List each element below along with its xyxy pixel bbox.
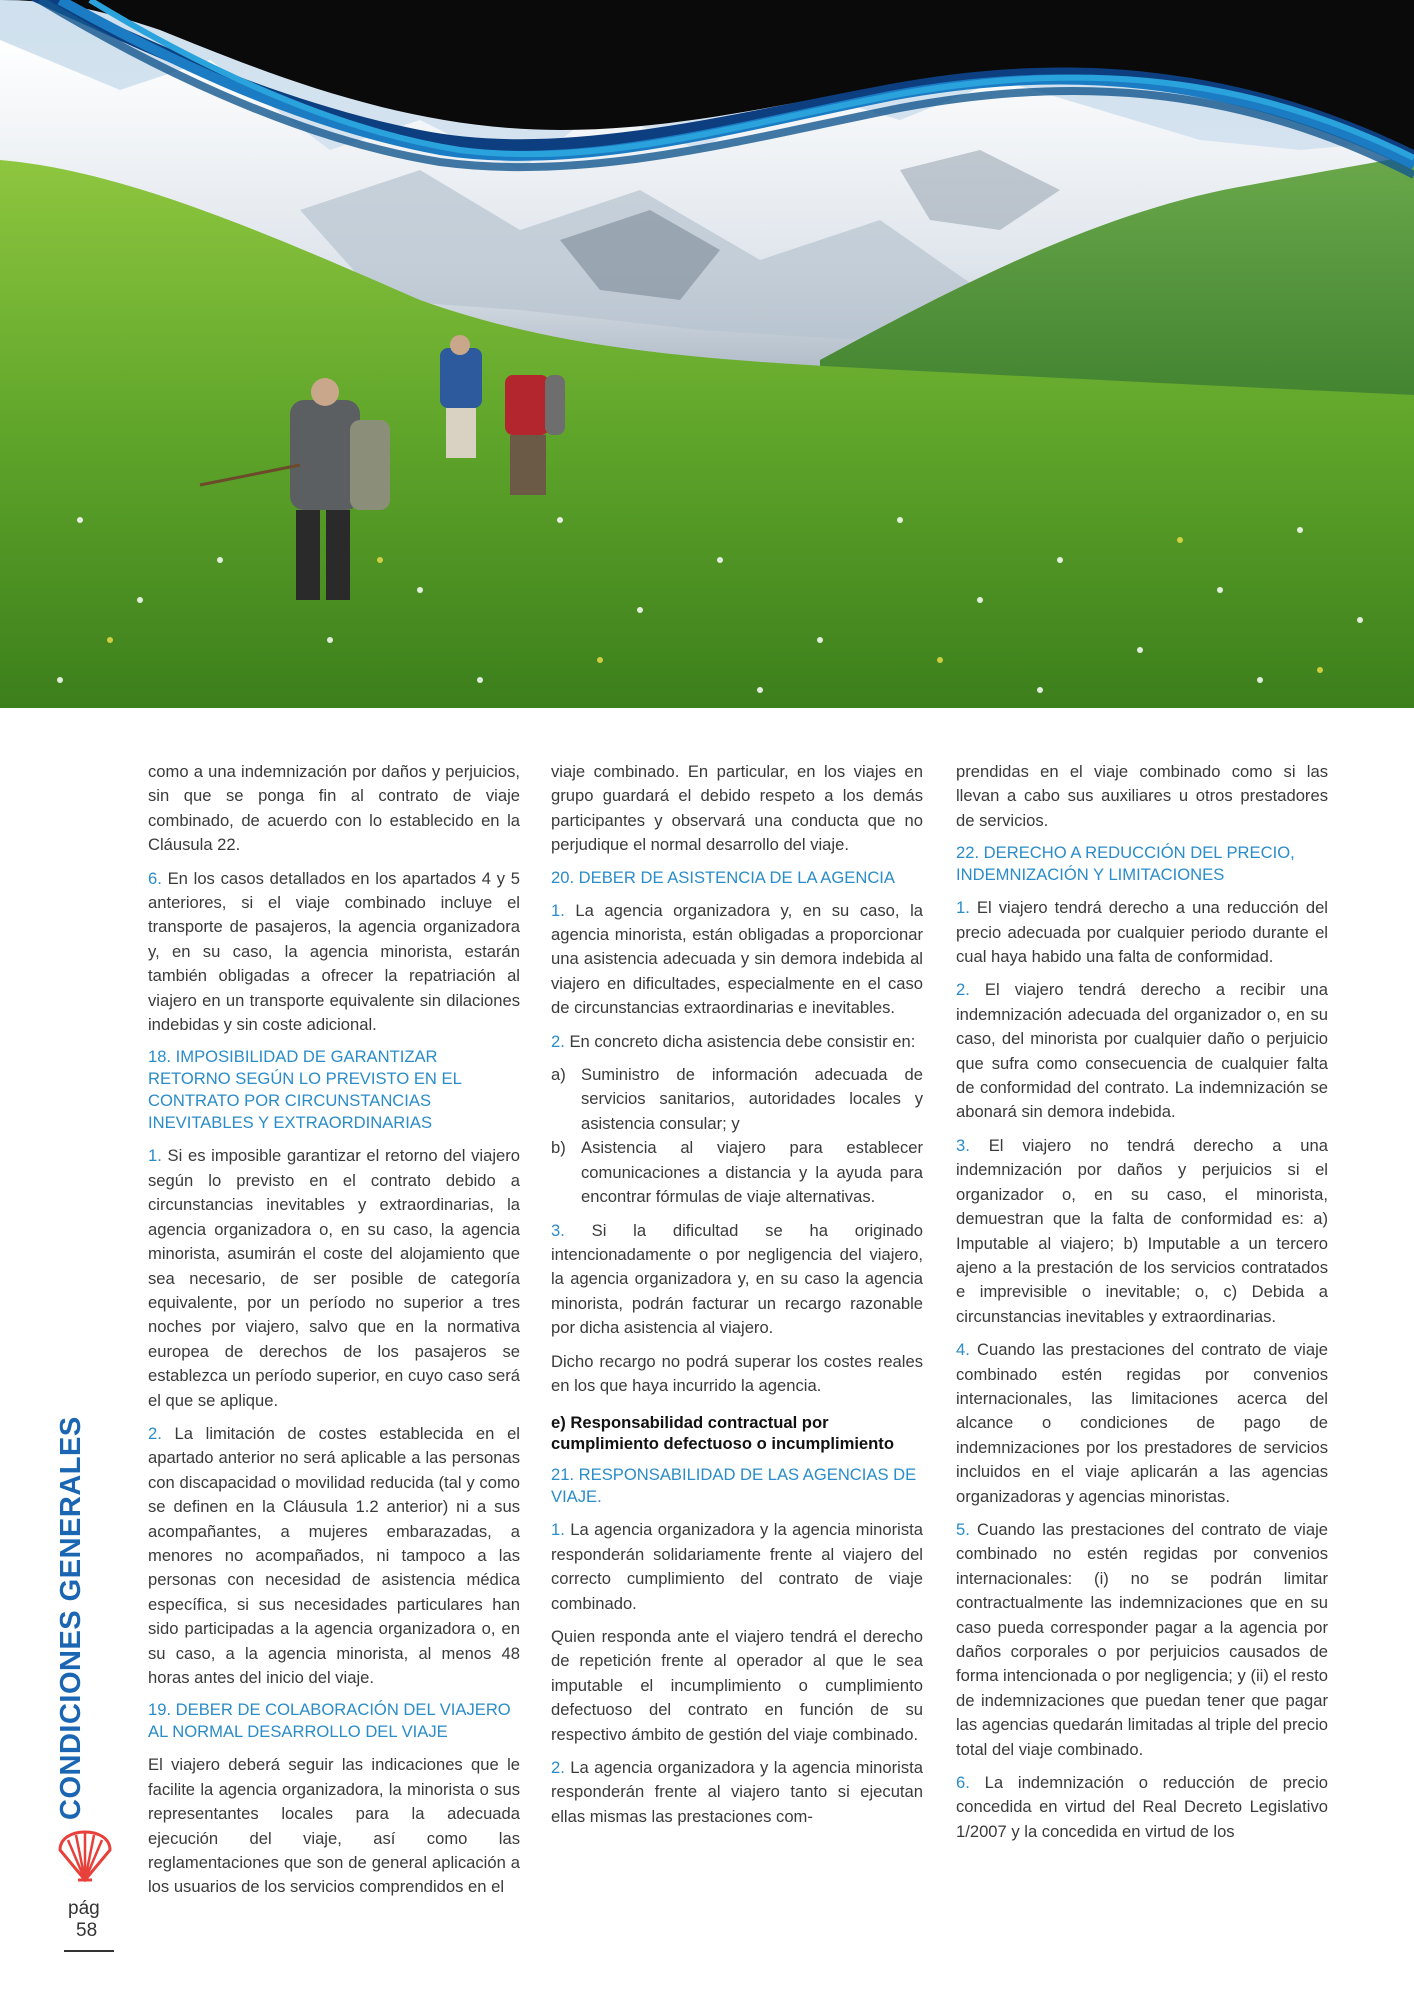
- paragraph: [956, 1134, 1328, 1329]
- paragraph: Dicho recargo no podrá superar los costes reales en los que haya incurrido la agencia.: [551, 1351, 923, 1395]
- item-number: 4.: [956, 1340, 970, 1360]
- paragraph-text: Si es imposible garantizar el retorno del viajero según lo previsto en el contrato debido a circunstancias inevitables y extraordinarias, la agencia organizadora o, en su caso, la agencia minorista, asumirán el coste del alojamiento que sea necesario, de ser posible de categoría equivalente, por un período no superior a tres noches por viajero, salvo que en la normativa europea de derechos de los pasajeros se establezca un período superior, en cuyo caso será el que se aplique.: [148, 1146, 520, 1410]
- paragraph: [956, 1338, 1328, 1509]
- item-number: 1.: [551, 900, 565, 920]
- paragraph: [956, 1771, 1328, 1844]
- paragraph: [956, 978, 1328, 1124]
- page-label: pág: [68, 1898, 100, 1919]
- clause-heading-19: 19. DEBER DE COLABORACIÓN DEL VIAJERO AL NORMAL DESARROLLO DEL VIAJE: [148, 1700, 511, 1742]
- paragraph: [551, 1518, 923, 1616]
- item-number: 1.: [956, 898, 970, 918]
- item-number: 2.: [551, 1031, 565, 1051]
- paragraph-text: La agencia organizadora y la agencia minorista responderán frente al viajero tanto si ejecutan ellas mismas las prestaciones com-: [551, 1758, 923, 1826]
- item-number: 2.: [956, 980, 970, 1000]
- item-number: 2.: [551, 1758, 565, 1777]
- mountain-meadow-illustration: [0, 0, 1414, 708]
- section-side-title: CONDICIONES GENERALES: [55, 1416, 87, 1820]
- list-item: [551, 1063, 923, 1136]
- item-number: 1.: [148, 1146, 162, 1166]
- paragraph: [551, 1219, 923, 1341]
- item-number: 6.: [148, 868, 162, 888]
- section-heading-e: e) Responsabilidad contractual por cumplimiento defectuoso o incumplimiento: [551, 1413, 894, 1454]
- list-item-letter: b): [551, 1138, 566, 1158]
- paragraph-text: El viajero no tendrá derecho a una indemnización por daños y perjuicios si el organizador o, en su caso, el minorista, demuestran que la falta de conformidad es: a) Imputable al viajero; b) Imputable a un tercero ajeno a la prestación de los servicios contratados e imprevisible o inevitable; o, c) Debida a circunstancias inevitables y extraordinarias.: [956, 1135, 1328, 1326]
- paragraph-text: En concreto dicha asistencia debe consistir en:: [569, 1031, 916, 1051]
- item-number: 1.: [551, 1520, 565, 1540]
- page-number-rule: [64, 1950, 114, 1952]
- list-item-text: Asistencia al viajero para establecer comunicaciones a distancia y la ayuda para encontrar fórmulas de viaje alternativas.: [581, 1138, 923, 1207]
- paragraph: [551, 1030, 923, 1054]
- paragraph: [148, 867, 520, 1038]
- paragraph-text: La indemnización o reducción de precio concedida en virtud del Real Decreto Legislativo 1/2007 y la concedida en virtud de los: [956, 1773, 1328, 1841]
- paragraph: El viajero deberá seguir las indicaciones que le facilite la agencia organizadora, la minorista o sus representantes locales para la adecuada ejecución del viaje, así como las reglamentaciones que son de general aplicación a los usuarios de los servicios comprendidos en el: [148, 1755, 520, 1897]
- paragraph: [956, 896, 1328, 969]
- item-number: 3.: [956, 1135, 970, 1155]
- text-column-3: [956, 760, 1328, 1853]
- paragraph: viaje combinado. En particular, en los viajes en grupo guardará el debido respeto a los demás participantes y observará una conducta que no perjudique el normal desarrollo del viaje.: [551, 762, 923, 855]
- paragraph-text: El viajero tendrá derecho a recibir una indemnización adecuada del organizador o, en su caso, del minorista por cualquier daño o perjuicio que sufra como consecuencia de cualquier falta de conformidad del contrato. La indemnización se abonará sin demora indebida.: [956, 980, 1328, 1122]
- paragraph-text: Cuando las prestaciones del contrato de viaje combinado no estén regidas por convenios internacionales: (i) no se podrán limitar contractualmente las indemnizaciones que en su caso pueda corresponder pagar a la agencia por daños corporales o por perjuicios causados de forma intencionada o por negligencia; y (ii) el resto de indemnizaciones que puedan tener que pagar las agencias quedarán limitadas al triple del precio total del viaje combinado.: [956, 1519, 1328, 1759]
- paragraph: [551, 899, 923, 1021]
- item-number: 6.: [956, 1773, 970, 1793]
- paragraph-text: Si la dificultad se ha originado intencionadamente o por negligencia del viajero, la agencia organizadora y, en su caso la agencia minorista, podrán facturar un recargo razonable por dicha asistencia al viajero.: [551, 1220, 923, 1338]
- list-item-text: Suministro de información adecuada de servicios sanitarios, autoridades locales y asistencia consular; y: [581, 1065, 923, 1133]
- scallop-shell-icon: [54, 1830, 116, 1882]
- clause-heading-22: 22. DERECHO A REDUCCIÓN DEL PRECIO, INDEMNIZACIÓN Y LIMITACIONES: [956, 843, 1295, 885]
- paragraph: Quien responda ante el viajero tendrá el derecho de repetición frente al operador al que le sea imputable el incumplimiento o cumplimiento defectuoso del contrato en función de su respectivo ámbito de gestión del viaje combinado.: [551, 1626, 923, 1744]
- lettered-list: [551, 1063, 923, 1209]
- list-item-letter: a): [551, 1065, 566, 1085]
- item-number: 2.: [148, 1423, 162, 1443]
- text-column-1: [148, 760, 520, 1909]
- paragraph-text: El viajero tendrá derecho a una reducción del precio adecuada por cualquier periodo durante el cual haya habido una falta de conformidad.: [956, 898, 1328, 967]
- clause-heading-21: 21. RESPONSABILIDAD DE LAS AGENCIAS DE VIAJE.: [551, 1465, 917, 1507]
- paragraph-text: La agencia organizadora y la agencia minorista responderán solidariamente frente al viajero del correcto cumplimiento del contrato de viaje combinado.: [551, 1520, 923, 1613]
- clause-heading-20: 20. DEBER DE ASISTENCIA DE LA AGENCIA: [551, 867, 895, 887]
- item-number: 3.: [551, 1220, 565, 1240]
- hero-photo: [0, 0, 1414, 708]
- paragraph-text: En los casos detallados en los apartados 4 y 5 anteriores, si el viaje combinado incluye el transporte de pasajeros, la agencia organizadora y, en su caso, la agencia minorista, estarán también obligadas a ofrecer la repatriación al viajero en un transporte equivalente sin dilaciones indebidas y sin coste adicional.: [148, 868, 520, 1035]
- list-item: [551, 1136, 923, 1209]
- text-column-2: [551, 760, 923, 1838]
- paragraph: como a una indemnización por daños y perjuicios, sin que se ponga fin al contrato de viaje combinado, de acuerdo con lo establecido en la Cláusula 22.: [148, 762, 520, 855]
- paragraph: [956, 1518, 1328, 1762]
- paragraph: [551, 1756, 923, 1829]
- page-number: 58: [76, 1920, 98, 1941]
- paragraph: prendidas en el viaje combinado como si las llevan a cabo sus auxiliares u otros prestadores de servicios.: [956, 762, 1328, 830]
- item-number: 5.: [956, 1519, 970, 1539]
- paragraph-text: Cuando las prestaciones del contrato de viaje combinado estén regidas por convenios internacionales, las limitaciones acerca del alcance o condiciones de pago de indemnizaciones por los prestadores de servicios incluidos en el viaje aplicarán a las agencias organizadoras y agencias minoristas.: [956, 1340, 1328, 1506]
- paragraph: [148, 1422, 520, 1690]
- paragraph-text: La agencia organizadora y, en su caso, la agencia minorista, están obligadas a proporcionar una asistencia adecuada y sin demora indebida al viajero en dificultades, especialmente en el caso de circunstancias extraordinarias e inevitables.: [551, 900, 923, 1018]
- paragraph: [148, 1144, 520, 1412]
- clause-heading-18: 18. IMPOSIBILIDAD DE GARANTIZAR RETORNO SEGÚN LO PREVISTO EN EL CONTRATO POR CIRCUNSTANCIAS INEVITABLES Y EXTRAORDINARIAS: [148, 1047, 462, 1133]
- paragraph-text: La limitación de costes establecida en el apartado anterior no será aplicable a las personas con discapacidad o movilidad reducida (tal y como se definen en la Cláusula 1.2 anterior) ni a sus acompañantes, a mujeres embarazadas, a menores no acompañados, ni tampoco a las personas con necesidad de asistencia médica específica, si sus necesidades particulares han sido participadas a la agencia organizadora o, en su caso, a la agencia minorista, al menos 48 horas antes del inicio del viaje.: [148, 1423, 520, 1687]
